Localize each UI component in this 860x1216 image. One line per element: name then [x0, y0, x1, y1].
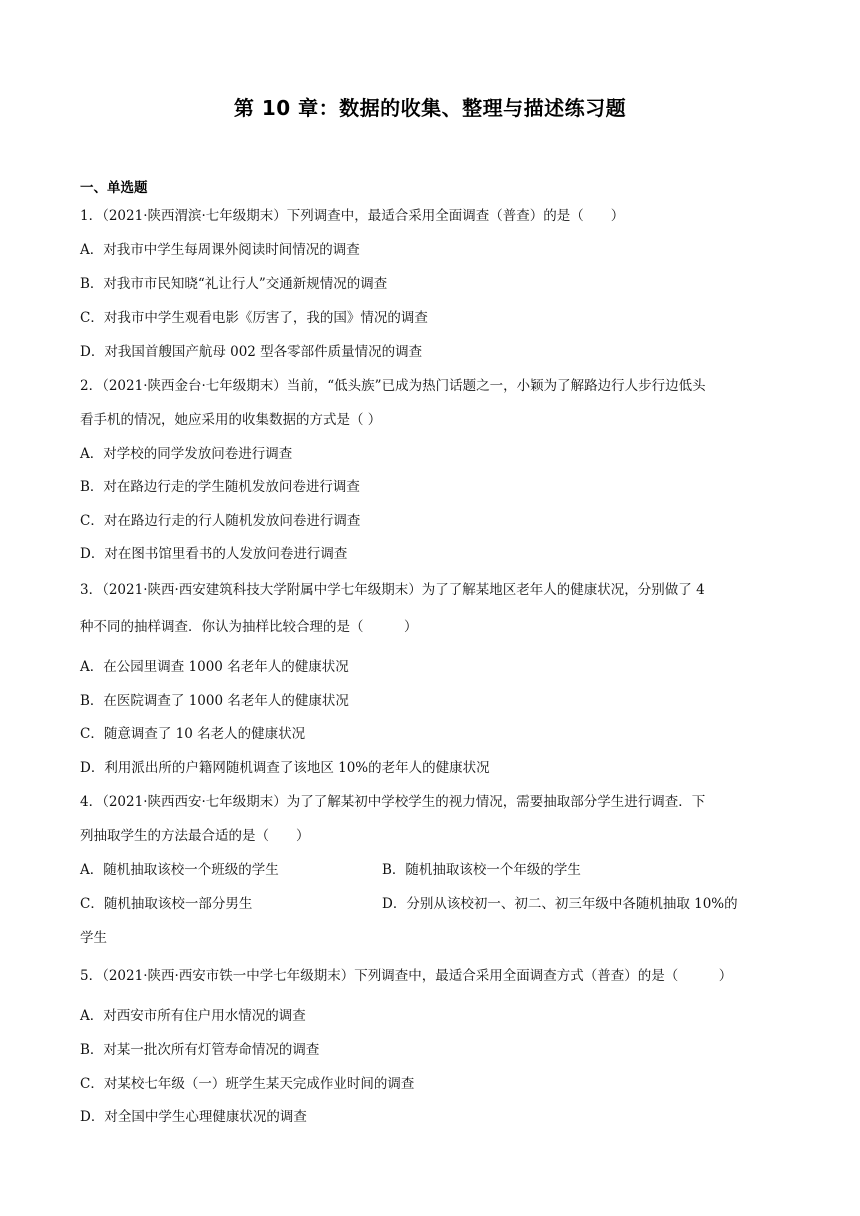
- question-4-stem-line-1: 4．（2021·陕西西安·七年级期末）为了了解某初中学校学生的视力情况，需要抽取部分学生进行调查．下: [80, 794, 706, 810]
- question-2-stem-line-1: 2．（2021·陕西金台·七年级期末）当前，“低头族”已成为热门话题之一，小颖为了解路边行人步行边低头: [80, 378, 706, 394]
- question-1-option-c: C．对我市中学生观看电影《厉害了，我的国》情况的调查: [80, 310, 428, 326]
- question-3-option-b: B．在医院调查了 1000 名老年人的健康状况: [80, 693, 349, 709]
- section-heading: 一、单选题: [80, 180, 148, 196]
- question-1-option-b: B．对我市市民知晓“礼让行人”交通新规情况的调查: [80, 276, 388, 292]
- question-4-option-b: B．随机抽取该校一个年级的学生: [382, 862, 581, 878]
- question-1-stem: 1．（2021·陕西渭滨·七年级期末）下列调查中，最适合采用全面调查（普查）的是（ ）: [80, 208, 625, 224]
- question-2-option-d: D．对在图书馆里看书的人发放问卷进行调查: [80, 546, 348, 562]
- question-2-option-a: A．对学校的同学发放问卷进行调查: [80, 446, 293, 462]
- question-3-option-a: A．在公园里调查 1000 名老年人的健康状况: [80, 659, 349, 675]
- question-4-option-a: A．随机抽取该校一个班级的学生: [80, 862, 279, 878]
- question-5-option-a: A．对西安市所有住户用水情况的调查: [80, 1008, 306, 1024]
- question-3-option-d: D．利用派出所的户籍网随机调查了该地区 10%的老年人的健康状况: [80, 760, 490, 776]
- question-2-option-c: C．对在路边行走的行人随机发放问卷进行调查: [80, 513, 361, 529]
- question-4-option-d: D．分别从该校初一、初二、初三年级中各随机抽取 10%的: [382, 896, 738, 912]
- question-3-stem-line-2: 种不同的抽样调查．你认为抽样比较合理的是（ ）: [80, 619, 418, 635]
- question-3-option-c: C．随意调查了 10 名老人的健康状况: [80, 726, 306, 742]
- question-5-option-d: D．对全国中学生心理健康状况的调查: [80, 1109, 307, 1125]
- question-5-stem: 5．（2021·陕西·西安市铁一中学七年级期末）下列调查中，最适合采用全面调查方式（普查）的是（ ）: [80, 968, 733, 984]
- question-4-option-d-continued: 学生: [80, 930, 107, 946]
- question-1-option-a: A．对我市中学生每周课外阅读时间情况的调查: [80, 242, 360, 258]
- question-5-option-b: B．对某一批次所有灯管寿命情况的调查: [80, 1042, 320, 1058]
- question-4-option-c: C．随机抽取该校一部分男生: [80, 896, 253, 912]
- question-4-stem-line-2: 列抽取学生的方法最合适的是（ ）: [80, 828, 310, 844]
- page-title: 第 10 章：数据的收集、整理与描述练习题: [233, 96, 627, 120]
- question-3-stem-line-1: 3．（2021·陕西·西安建筑科技大学附属中学七年级期末）为了了解某地区老年人的健康状况，分别做了 4: [80, 582, 705, 598]
- question-2-option-b: B．对在路边行走的学生随机发放问卷进行调查: [80, 479, 360, 495]
- question-5-option-c: C．对某校七年级（一）班学生某天完成作业时间的调查: [80, 1076, 415, 1092]
- question-2-stem-line-2: 看手机的情况，她应采用的收集数据的方式是（ ）: [80, 412, 382, 428]
- question-1-option-d: D．对我国首艘国产航母 002 型各零部件质量情况的调查: [80, 344, 423, 360]
